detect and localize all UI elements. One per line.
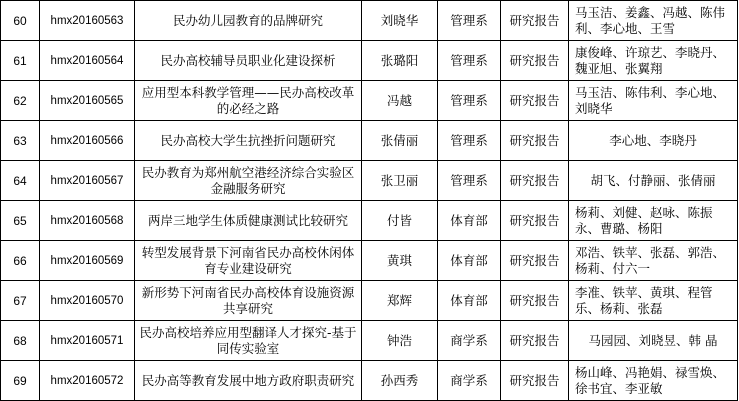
- project-title: 民办高等教育发展中地方政府职责研究: [135, 361, 362, 401]
- department: 体育部: [438, 281, 501, 321]
- row-number: 67: [1, 281, 40, 321]
- result-type: 研究报告: [501, 81, 569, 121]
- project-title: 应用型本科教学管理——民办高校改革的必经之路: [135, 81, 362, 121]
- row-number: 66: [1, 241, 40, 281]
- project-leader: 张倩丽: [362, 121, 438, 161]
- project-title: 转型发展背景下河南省民办高校休闲体育专业建设研究: [135, 241, 362, 281]
- row-number: 63: [1, 121, 40, 161]
- result-type: 研究报告: [501, 321, 569, 361]
- result-type: 研究报告: [501, 201, 569, 241]
- project-title: 民办高校大学生抗挫折问题研究: [135, 121, 362, 161]
- project-title: 民办教育为郑州航空港经济综合实验区金融服务研究: [135, 161, 362, 201]
- project-leader: 刘晓华: [362, 1, 438, 41]
- project-leader: 孙西秀: [362, 361, 438, 401]
- table-row: [1, 281, 738, 321]
- project-code: hmx20160569: [40, 241, 135, 281]
- row-number: 61: [1, 41, 40, 81]
- department: 体育部: [438, 241, 501, 281]
- row-number: 68: [1, 321, 40, 361]
- members: 杨莉、刘健、赵咏、陈振永、曹璐、杨阳: [569, 201, 738, 241]
- project-leader: 钟浩: [362, 321, 438, 361]
- department: 管理系: [438, 161, 501, 201]
- row-number: 64: [1, 161, 40, 201]
- result-type: 研究报告: [501, 161, 569, 201]
- project-code: hmx20160570: [40, 281, 135, 321]
- project-code: hmx20160564: [40, 41, 135, 81]
- table-row: [1, 161, 738, 201]
- project-code: hmx20160563: [40, 1, 135, 41]
- members: 杨山峰、冯艳娟、禄雪焕、徐书宜、李亚敏: [569, 361, 738, 401]
- result-type: 研究报告: [501, 121, 569, 161]
- project-leader: 张璐阳: [362, 41, 438, 81]
- department: 管理系: [438, 121, 501, 161]
- result-type: 研究报告: [501, 361, 569, 401]
- result-type: 研究报告: [501, 241, 569, 281]
- project-leader: 张卫丽: [362, 161, 438, 201]
- department: 商学系: [438, 321, 501, 361]
- project-code: hmx20160566: [40, 121, 135, 161]
- table-row: [1, 361, 738, 401]
- members: 马园园、刘晓昱、韩 晶: [569, 321, 738, 361]
- row-number: 69: [1, 361, 40, 401]
- project-code: hmx20160568: [40, 201, 135, 241]
- row-number: 60: [1, 1, 40, 41]
- project-title: 民办高校培养应用型翻译人才探究-基于同传实验室: [135, 321, 362, 361]
- members: 马玉洁、姜鑫、冯越、陈伟利、李心地、王雪: [569, 1, 738, 41]
- row-number: 62: [1, 81, 40, 121]
- table-row: [1, 241, 738, 281]
- project-title: 新形势下河南省民办高校体育设施资源共享研究: [135, 281, 362, 321]
- members: 邓浩、铁苹、张磊、郭浩、杨莉、付六一: [569, 241, 738, 281]
- result-type: 研究报告: [501, 1, 569, 41]
- project-code: hmx20160572: [40, 361, 135, 401]
- members: 胡飞、付静丽、张倩丽: [569, 161, 738, 201]
- project-leader: 郑辉: [362, 281, 438, 321]
- project-leader: 冯越: [362, 81, 438, 121]
- table-row: [1, 81, 738, 121]
- project-title: 民办高校辅导员职业化建设探析: [135, 41, 362, 81]
- project-code: hmx20160567: [40, 161, 135, 201]
- table-row: [1, 121, 738, 161]
- result-type: 研究报告: [501, 41, 569, 81]
- table-row: [1, 201, 738, 241]
- result-type: 研究报告: [501, 281, 569, 321]
- project-title: 民办幼儿园教育的品牌研究: [135, 1, 362, 41]
- department: 商学系: [438, 361, 501, 401]
- department: 体育部: [438, 201, 501, 241]
- table-body: [1, 1, 738, 401]
- project-title: 两岸三地学生体质健康测试比较研究: [135, 201, 362, 241]
- row-number: 65: [1, 201, 40, 241]
- table-row: [1, 41, 738, 81]
- members: 李准、铁苹、黄琪、程管乐、杨莉、张磊: [569, 281, 738, 321]
- project-code: hmx20160565: [40, 81, 135, 121]
- members: 康俊峰、许琼艺、李晓丹、魏亚旭、张翼翔: [569, 41, 738, 81]
- project-leader: 付皆: [362, 201, 438, 241]
- project-code: hmx20160571: [40, 321, 135, 361]
- table-row: [1, 1, 738, 41]
- department: 管理系: [438, 1, 501, 41]
- members: 马玉洁、陈伟利、李心地、刘晓华: [569, 81, 738, 121]
- department: 管理系: [438, 81, 501, 121]
- project-leader: 黄琪: [362, 241, 438, 281]
- table-row: [1, 321, 738, 361]
- members: 李心地、李晓丹: [569, 121, 738, 161]
- department: 管理系: [438, 41, 501, 81]
